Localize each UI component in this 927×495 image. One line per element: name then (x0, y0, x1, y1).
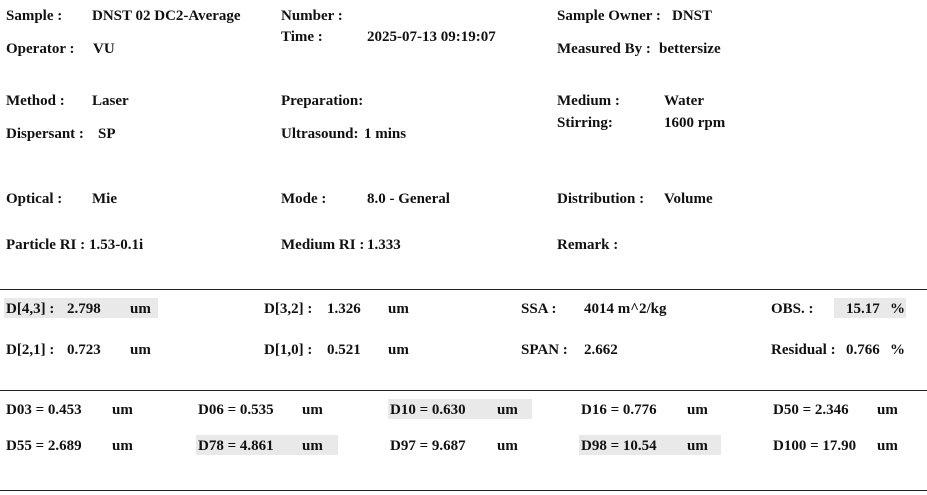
percentile-unit: um (687, 402, 708, 418)
distribution-label: Distribution : (557, 191, 645, 207)
measured-by-value: bettersize (659, 41, 721, 57)
method-value: Laser (92, 93, 129, 109)
divider-bottom (0, 490, 927, 491)
sample-label: Sample : (6, 8, 63, 24)
residual-unit: % (890, 342, 905, 358)
ssa-label: SSA : (521, 301, 557, 317)
percentile-label: D78 = 4.861 (198, 438, 274, 454)
d32-value: 1.326 (327, 301, 361, 317)
d10-stat-label: D[1,0] : (264, 342, 313, 358)
operator-value: VU (93, 41, 115, 57)
sample-owner-value: DNST (672, 8, 713, 24)
percentile-label: D16 = 0.776 (581, 402, 657, 418)
preparation-label: Preparation: (281, 93, 364, 109)
obs-unit: % (890, 301, 905, 317)
d32-unit: um (388, 301, 409, 317)
residual-value: 0.766 (846, 342, 880, 358)
medium-ri-label: Medium RI : (281, 237, 365, 253)
distribution-value: Volume (664, 191, 713, 207)
mode-value: 8.0 - General (367, 191, 450, 207)
operator-label: Operator : (6, 41, 75, 57)
d10-stat-unit: um (388, 342, 409, 358)
d43-label: D[4,3] : (6, 301, 55, 317)
medium-label: Medium : (557, 93, 620, 109)
d10-stat-value: 0.521 (327, 342, 361, 358)
percentile-label: D06 = 0.535 (198, 402, 274, 418)
percentile-unit: um (497, 438, 518, 454)
percentile-label: D98 = 10.54 (581, 438, 657, 454)
time-value: 2025-07-13 09:19:07 (367, 29, 496, 45)
percentile-unit: um (877, 402, 898, 418)
percentile-unit: um (112, 402, 133, 418)
span-label: SPAN : (521, 342, 568, 358)
percentile-label: D10 = 0.630 (390, 402, 466, 418)
medium-ri-value: 1.333 (367, 237, 401, 253)
d43-value: 2.798 (67, 301, 101, 317)
percentile-label: D100 = 17.90 (773, 438, 857, 454)
obs-value: 15.17 (846, 301, 880, 317)
d43-unit: um (130, 301, 151, 317)
time-label: Time : (281, 29, 323, 45)
percentile-unit: um (497, 402, 518, 418)
d21-value: 0.723 (67, 342, 101, 358)
ultrasound-label: Ultrasound: (281, 126, 359, 142)
stirring-label: Stirring: (557, 115, 613, 131)
optical-value: Mie (92, 191, 117, 207)
measured-by-label: Measured By : (557, 41, 651, 57)
percentile-label: D97 = 9.687 (390, 438, 466, 454)
sample-owner-label: Sample Owner : (557, 8, 661, 24)
dispersant-label: Dispersant : (6, 126, 84, 142)
percentile-label: D03 = 0.453 (6, 402, 82, 418)
dispersant-value: SP (98, 126, 116, 142)
sample-value: DNST 02 DC2-Average (92, 8, 241, 24)
stirring-value: 1600 rpm (664, 115, 726, 131)
number-label: Number : (281, 8, 343, 24)
particle-ri-value: 1.53-0.1i (89, 237, 144, 253)
d32-label: D[3,2] : (264, 301, 313, 317)
divider-top (0, 289, 927, 290)
remark-label: Remark : (557, 237, 619, 253)
mode-label: Mode : (281, 191, 327, 207)
percentile-unit: um (687, 438, 708, 454)
percentile-unit: um (112, 438, 133, 454)
residual-label: Residual : (771, 342, 836, 358)
obs-label: OBS. : (771, 301, 814, 317)
method-label: Method : (6, 93, 65, 109)
d21-label: D[2,1] : (6, 342, 55, 358)
d21-unit: um (130, 342, 151, 358)
particle-ri-label: Particle RI : (6, 237, 86, 253)
percentile-unit: um (877, 438, 898, 454)
optical-label: Optical : (6, 191, 63, 207)
ssa-value: 4014 m^2/kg (584, 301, 667, 317)
ultrasound-value: 1 mins (364, 126, 407, 142)
percentile-label: D55 = 2.689 (6, 438, 82, 454)
divider-middle (0, 390, 927, 391)
span-value: 2.662 (584, 342, 618, 358)
percentile-unit: um (302, 402, 323, 418)
percentile-label: D50 = 2.346 (773, 402, 849, 418)
percentile-unit: um (302, 438, 323, 454)
medium-value: Water (664, 93, 704, 109)
